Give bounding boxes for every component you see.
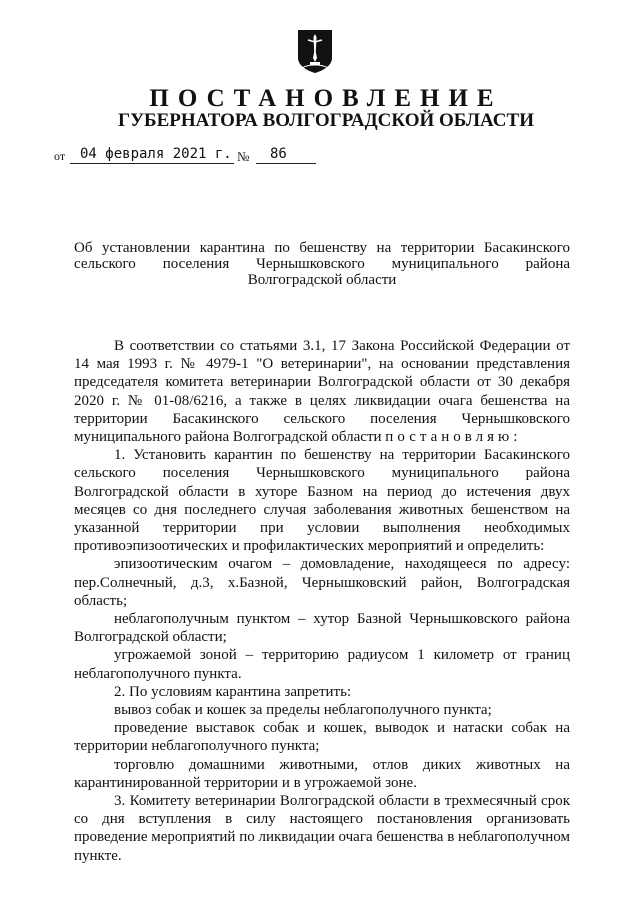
number-sign: №	[237, 149, 250, 164]
document-heading	[74, 240, 570, 288]
heading-line: Об установлении карантина по бешенству на территории Басакинского	[74, 240, 570, 256]
document-subtitle: ГУБЕРНАТОРА ВОЛГОГРАДСКОЙ ОБЛАСТИ	[118, 110, 534, 131]
preamble-paragraph	[74, 337, 570, 446]
body-paragraph: 3. Комитету ветеринарии Волгоградской области в трехмесячный срок со дня вступления в силу настоящего постановления организовать проведение мероприятий по ликвидации очага бешенства в неблагополучном пункте.	[74, 793, 571, 864]
body-paragraph: торговлю домашними животными, отлов диких животных на карантинированной территории и в угрожаемой зоне.	[74, 756, 570, 791]
document-number: 86	[256, 146, 316, 164]
document-title: ПОСТАНОВЛЕНИЕ	[149, 85, 503, 112]
body-paragraph: вывоз собак и кошек за пределы неблагополучного пункта;	[114, 702, 492, 719]
document-body	[74, 337, 570, 865]
volgograd-emblem-icon	[296, 28, 334, 74]
document-date: 04 февраля 2021 г.	[70, 146, 234, 164]
heading-line: Волгоградской области	[247, 272, 397, 288]
body-paragraph: угрожаемой зоной – территорию радиусом 1 километр от границ неблагополучного пункта.	[74, 647, 570, 682]
date-prefix: от	[54, 149, 66, 163]
heading-line: сельского поселения Чернышковского муниципального района	[74, 256, 570, 272]
body-paragraph: проведение выставок собак и кошек, выводок и натаски собак на территории неблагополучного пункта;	[74, 720, 570, 755]
decree-word: постановляю:	[385, 429, 522, 446]
preamble-text: В соответствии со статьями 3.1, 17 Закона Российской Федерации от 14 мая 1993 г. № 4979-1 "О ветеринарии", на основании представления председателя комитета ветеринарии Волгоградской области от 30 декабря 2020 г. № 01-08/6216, а также в целях ликвидации очага бешенства на территории Басакинского сельского поселения Чернышковского муниципального района Волгоградской области	[74, 338, 570, 446]
body-paragraph: 1. Установить карантин по бешенству на территории Басакинского сельского поселения Чернышковского муниципального района Волгоградской области в хуторе Базном на период до истечения двух месяцев со дня последнего случая заболевания животных бешенством на указанной территории при условии выполнения необходимых противоэпизоотических и профилактических мероприятий и определить:	[74, 447, 570, 555]
body-paragraph: 2. По условиям карантина запретить:	[114, 683, 352, 700]
body-paragraph: эпизоотическим очагом – домовладение, находящееся по адресу: пер.Солнечный, д.3, х.Базной, Чернышковский район, Волгоградская область;	[74, 556, 570, 609]
body-paragraph: неблагополучным пунктом – хутор Базной Чернышковского района Волгоградской области;	[74, 611, 570, 646]
